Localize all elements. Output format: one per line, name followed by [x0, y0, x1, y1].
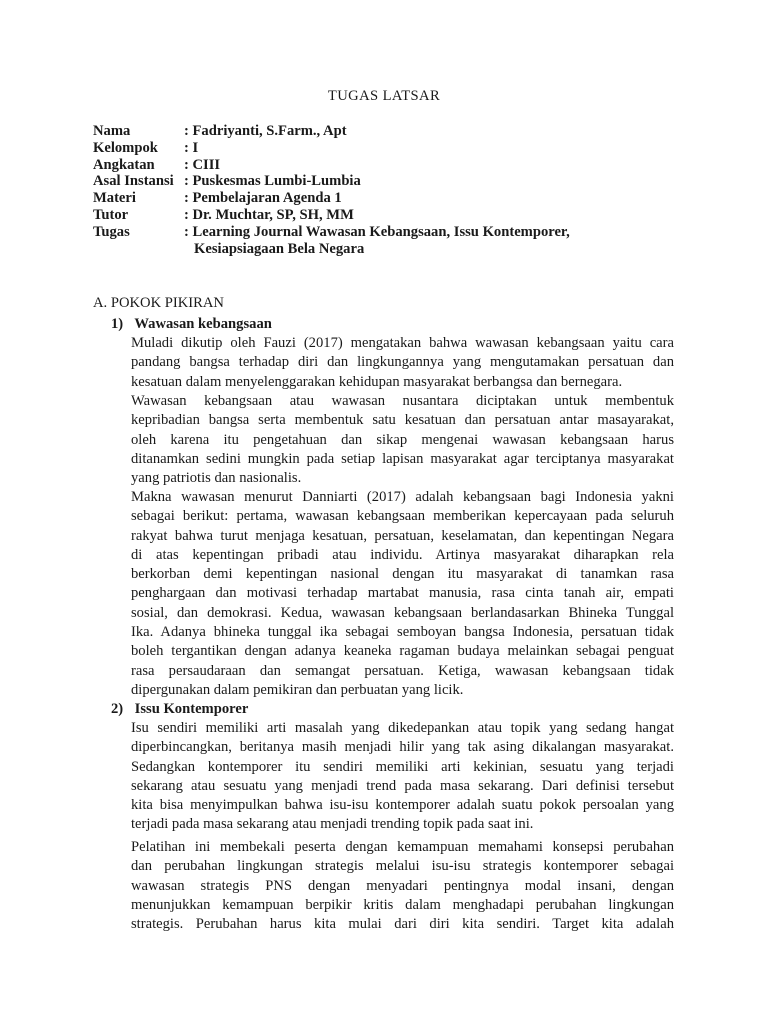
text-line: Pelatihan ini membekali peserta dengan kemampuan memahami konsepsi perubahan	[131, 839, 674, 855]
text-line: ditanamkan sedini mungkin pada setiap lapisan masyarakat agar terciptanya masyarakat	[131, 450, 674, 467]
text-line: Wawasan kebangsaan atau wawasan nusantara diciptakan untuk membentuk	[131, 393, 674, 409]
text-line: Sedangkan kontemporer itu sendiri memiliki arti kekinian, sesuatu yang terjadi	[131, 758, 674, 775]
info-value: : Learning Journal Wawasan Kebangsaan, Issu Kontemporer,	[184, 224, 570, 240]
subsection-title: Issu Kontemporer	[134, 701, 249, 717]
info-label: Tugas	[93, 224, 130, 240]
text-line: kesatuan dalam menyelenggarakan kehidupan masyarakat berbangsa dan bernegara.	[131, 373, 623, 390]
subsection-title: Wawasan kebangsaan	[134, 316, 272, 332]
paragraph-1-3	[131, 488, 674, 700]
text-line: berkorban demi kepentingan nasional dengan itu masyarakat di tanamkan rasa	[131, 566, 674, 583]
text-line: sosial, dan demokrasi. Kedua, wawasan kebangsaan berlandasarkan Bhineka Tunggal	[131, 604, 674, 621]
text-line: sebagai berikut: pertama, wawasan kebangsaan memberikan kepercayaan pada seluruh	[131, 508, 674, 525]
text-line: diperbincangkan, beritanya masih menjadi hilir yang tak asing dikalangan masyarakat.	[131, 739, 674, 756]
text-line: menunjukkan kemampuan berpikir kritis dalam menghadapi perubahan lingkungan	[131, 896, 674, 913]
paragraph-2-2	[131, 838, 674, 934]
text-line: terjadi pada masa sekarang atau menjadi trending topik pada saat ini.	[131, 816, 534, 833]
text-line: penghargaan dan motivasi terhadap martabat manusia, rasa cinta tanah air, empati	[131, 585, 674, 602]
text-line: Makna wawasan menurut Danniarti (2017) adalah kebangsaan bagi Indonesia yakni	[131, 489, 674, 505]
info-value: : Puskesmas Lumbi-Lumbia	[184, 173, 361, 189]
text-line: dipergunakan dalam pemikiran dan perbuatan yang licik.	[131, 681, 464, 698]
paragraph-2-1	[131, 719, 674, 835]
info-label: Kelompok	[93, 140, 158, 156]
info-label: Tutor	[93, 207, 129, 223]
info-value: : I	[184, 140, 199, 156]
text-line: Ika. Adanya bhineka tunggal ika sebagai semboyan bangsa Indonesia, persatuan tidak	[131, 624, 674, 641]
text-line: Muladi dikutip oleh Fauzi (2017) mengatakan bahwa wawasan kebangsaan yaitu cara	[131, 335, 674, 351]
task-continuation: Kesiapsiagaan Bela Negara	[194, 241, 365, 257]
subsection-heading-2	[111, 700, 248, 719]
info-row-asal-instansi	[93, 172, 361, 189]
text-line: oleh karena itu pengetahuan dan sikap mengenai wawasan kebangsaan harus	[131, 431, 674, 448]
info-value: : Pembelajaran Agenda 1	[184, 190, 342, 206]
text-line: sekarang atau sesuatu yang menjadi trend pada masa sekarang. Dari definisi tersebut	[131, 777, 674, 794]
text-line: strategis. Perubahan harus kita mulai dari diri kita sendiri. Target kita adalah	[131, 916, 674, 933]
text-line: pandang bangsa terhadap diri dan lingkungannya yang mengutamakan persatuan dan	[131, 354, 674, 371]
text-line: dan perubahan lingkungan strategis melalui isu-isu strategis kontemporer sebagai	[131, 858, 674, 875]
info-label: Nama	[93, 123, 131, 139]
text-line: di atas kepentingan pribadi atau individu. Artinya masyarakat diharapkan rela	[131, 546, 674, 563]
text-line: kepribadian bangsa serta membentuk satu kesatuan dan persatuan antar masayarakat,	[131, 412, 674, 429]
text-line: rasa persaudaraan dan semangat persatuan. Ketiga, wawasan kebangsaan tidak	[131, 662, 674, 679]
text-line: yang patriotis dan nasionalis.	[131, 470, 302, 487]
info-row-materi	[93, 189, 342, 206]
info-value: : CIII	[184, 157, 221, 173]
info-label: Angkatan	[93, 157, 155, 173]
text-line: boleh tergantikan dengan adanya keaneka ragaman budaya melainkan sebagai penguat	[131, 643, 674, 660]
info-row-tugas	[93, 223, 570, 240]
document-title: TUGAS LATSAR	[327, 88, 441, 104]
text-line: Isu sendiri memiliki arti masalah yang dikedepankan atau topik yang sedang hangat	[131, 720, 674, 736]
info-value: : Fadriyanti, S.Farm., Apt	[184, 123, 347, 139]
text-line: kita bisa menyimpulkan bahwa isu-isu kontemporer adalah suatu pokok persoalan yang	[131, 797, 674, 814]
paragraph-1-1	[131, 334, 674, 392]
info-row-nama	[93, 122, 347, 139]
info-row-tutor	[93, 206, 354, 223]
info-row-angkatan	[93, 156, 220, 173]
info-row-kelompok	[93, 139, 198, 156]
subsection-number: 2)	[111, 701, 124, 717]
info-label: Materi	[93, 190, 136, 206]
paragraph-1-2	[131, 392, 674, 488]
subsection-number: 1)	[111, 316, 124, 332]
info-value: : Dr. Muchtar, SP, SH, MM	[184, 207, 354, 223]
info-label: Asal Instansi	[93, 173, 174, 189]
subsection-heading-1	[111, 315, 272, 334]
section-heading: A. POKOK PIKIRAN	[93, 295, 224, 311]
text-line: rakyat bahwa turut menjaga kesatuan, persatuan, keselamatan, dan kepentingan Negara	[131, 527, 674, 544]
text-line: wawasan strategis PNS dengan menyadari pentingnya modal insani, dengan	[131, 877, 674, 894]
